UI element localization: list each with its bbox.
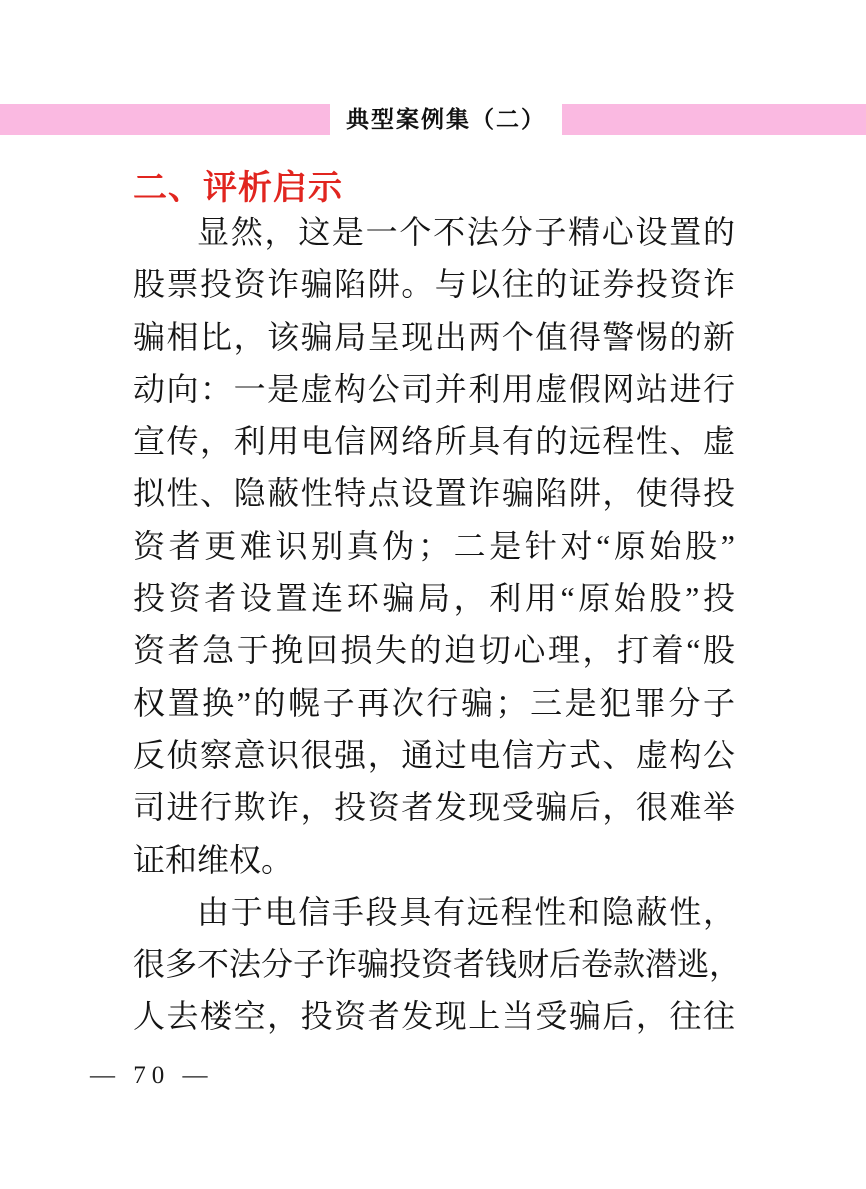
text-line: 显然，这是一个不法分子精心设置的	[197, 214, 735, 250]
text-line: 由于电信手段具有远程性和隐蔽性，	[197, 893, 735, 930]
header-bar-right	[562, 104, 866, 135]
body-text	[133, 206, 742, 1043]
text-line: 反侦察意识很强，通过电信方式、虚构公	[133, 736, 735, 773]
section-heading: 二、评析启示	[133, 169, 343, 207]
running-header	[0, 104, 866, 135]
text-line: 投资者设置连环骗局，利用“原始股”投	[133, 580, 735, 617]
text-line: 司进行欺诈，投资者发现受骗后，很难举	[133, 789, 735, 826]
text-line: 人去楼空，投资者发现上当受骗后，往往	[133, 998, 735, 1035]
text-line: 骗相比，该骗局呈现出两个值得警惕的新	[133, 318, 735, 355]
text-line: 动向：一是虚构公司并利用虚假网站进行	[133, 370, 735, 407]
text-line: 资者急于挽回损失的迫切心理，打着“股	[133, 632, 735, 669]
text-line: 很多不法分子诈骗投资者钱财后卷款潜逃，	[133, 946, 742, 983]
text-line: 股票投资诈骗陷阱。与以往的证券投资诈	[133, 266, 735, 303]
text-line: 宣传，利用电信网络所具有的远程性、虚	[133, 423, 735, 460]
text-line: 资者更难识别真伪；二是针对“原始股”	[133, 527, 735, 564]
text-line: 拟性、隐蔽性特点设置诈骗陷阱，使得投	[133, 475, 735, 512]
book-title: 典型案例集（二）	[346, 106, 546, 132]
header-bar-left	[0, 104, 330, 135]
text-line: 证和维权。	[133, 841, 294, 878]
page-number: — 70 —	[90, 1062, 214, 1089]
text-line: 权置换”的幌子再次行骗；三是犯罪分子	[133, 684, 735, 721]
